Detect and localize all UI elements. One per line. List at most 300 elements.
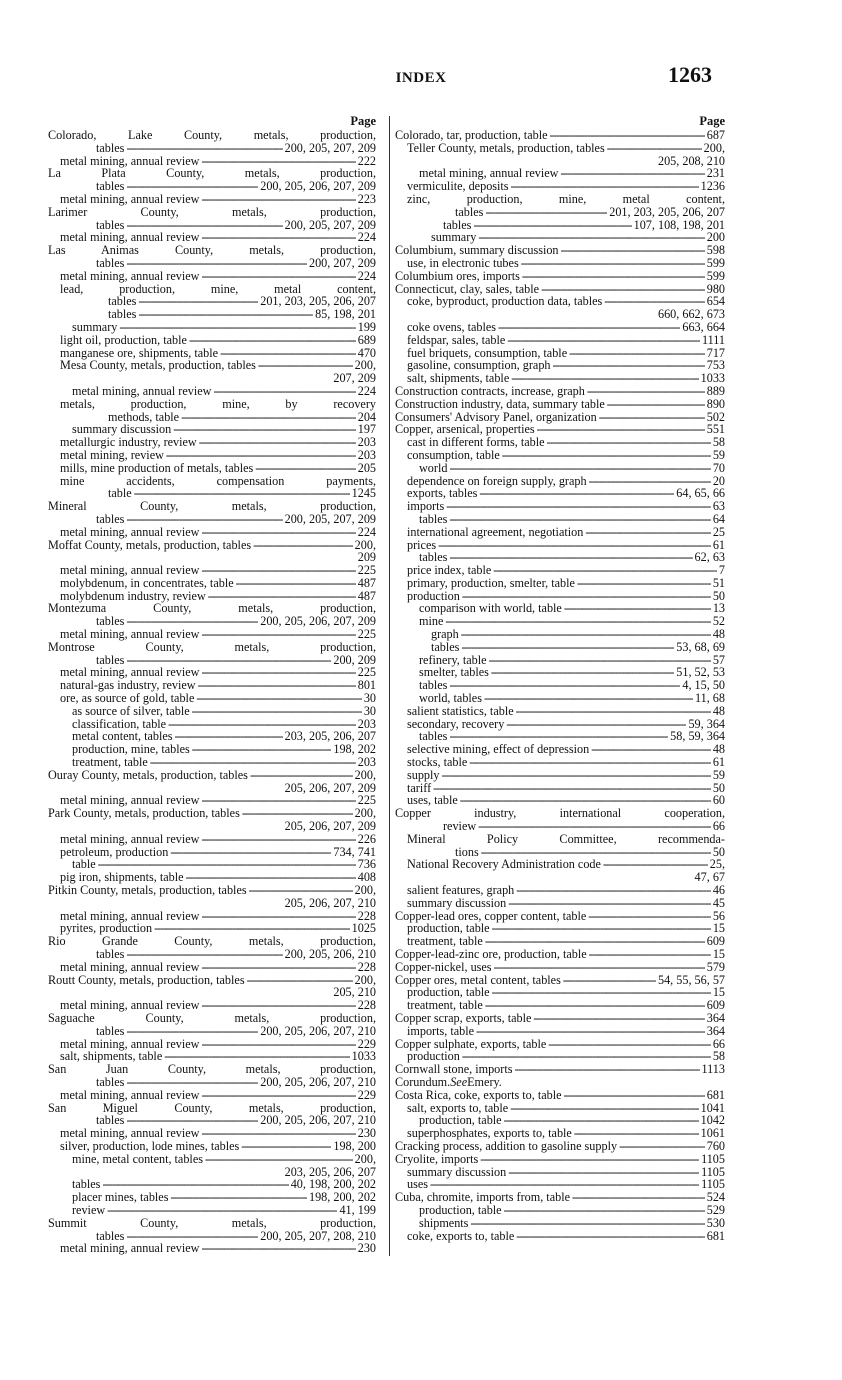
dot-leader xyxy=(560,167,704,180)
page-refs: 66 xyxy=(712,819,725,834)
index-line xyxy=(407,193,725,206)
page-refs: 198, 202 xyxy=(333,742,376,757)
index-line xyxy=(395,961,725,974)
entry-heading: metallurgic industry, review xyxy=(60,435,197,450)
page-refs: 203, 205, 206, 207 xyxy=(284,1164,376,1179)
entry-heading: imports, table xyxy=(407,1023,475,1038)
entry-heading: tables xyxy=(419,678,448,693)
index-line xyxy=(48,769,376,782)
entry-heading: Construction contracts, increase, graph xyxy=(395,383,585,398)
page-refs: 205, 210 xyxy=(333,985,376,1000)
entry-heading: as source of silver, table xyxy=(72,703,190,718)
index-entry xyxy=(395,334,725,347)
entry-heading: Mineral Policy Committee, recommenda- xyxy=(407,831,725,846)
index-entry xyxy=(48,129,376,155)
index-entry xyxy=(395,526,725,539)
entry-heading: Copper ores, metal content, tables xyxy=(395,972,561,987)
index-line xyxy=(60,628,376,641)
entry-heading: tariff xyxy=(407,780,432,795)
index-entry xyxy=(48,359,376,385)
entry-heading: tables xyxy=(96,511,125,526)
entry-heading: Montezuma County, metals, production, xyxy=(48,601,376,616)
page-refs: 551 xyxy=(706,422,725,437)
page-refs: 30 xyxy=(363,691,376,706)
entry-heading: mine xyxy=(419,614,444,629)
page-refs: 654 xyxy=(706,294,725,309)
page-refs: 62, 63 xyxy=(694,550,725,565)
entry-heading: Copper scrap, exports, table xyxy=(395,1010,532,1025)
entry-heading: Copper-nickel, uses xyxy=(395,959,492,974)
index-entry xyxy=(395,705,725,718)
index-entry xyxy=(48,602,376,628)
page-refs: 364 xyxy=(706,1010,725,1025)
dot-leader xyxy=(119,321,355,334)
entry-heading: summary xyxy=(431,230,477,245)
page-refs: 200, xyxy=(703,140,725,155)
index-entry xyxy=(395,1230,725,1243)
page-refs: 58 xyxy=(712,435,725,450)
index-line xyxy=(395,948,725,961)
page-refs: 57 xyxy=(712,652,725,667)
index-line xyxy=(48,513,376,526)
index-line xyxy=(395,1140,725,1153)
index-line xyxy=(395,270,725,283)
index-line xyxy=(431,628,725,641)
see-target: Emery. xyxy=(467,1074,502,1089)
page-refs: 203 xyxy=(357,716,376,731)
index-entry xyxy=(395,1012,725,1025)
page-refs: 46 xyxy=(712,883,725,898)
page-refs: 599 xyxy=(706,268,725,283)
entry-heading: Connecticut, clay, sales, table xyxy=(395,281,540,296)
index-entry xyxy=(48,705,376,718)
page-refs: 760 xyxy=(706,1138,725,1153)
page-refs: 1042 xyxy=(700,1113,725,1128)
entry-heading: imports xyxy=(407,499,445,514)
index-entry xyxy=(395,257,725,270)
entry-heading: Summit County, metals, production, xyxy=(48,1215,376,1230)
dot-leader xyxy=(250,769,353,782)
page-refs: 1033 xyxy=(700,371,725,386)
index-line xyxy=(419,615,725,628)
dot-leader xyxy=(196,692,361,705)
index-entry xyxy=(48,833,376,846)
entry-heading: Cuba, chromite, imports from, table xyxy=(395,1190,570,1205)
entry-heading: metal mining, annual review xyxy=(60,959,200,974)
entry-heading: metal mining, annual review xyxy=(60,998,200,1013)
page-refs: 890 xyxy=(706,396,725,411)
index-entry xyxy=(48,526,376,539)
page-refs: 203, 205, 206, 207 xyxy=(284,729,376,744)
index-line xyxy=(395,129,725,142)
dot-leader xyxy=(533,1012,704,1025)
entry-heading: secondary, recovery xyxy=(407,716,505,731)
entry-heading: Larimer County, metals, production, xyxy=(48,204,376,219)
dot-leader xyxy=(516,1230,704,1243)
entry-heading: review xyxy=(72,1202,106,1217)
index-entry xyxy=(48,449,376,462)
index-entry xyxy=(48,539,376,565)
dot-leader xyxy=(480,1153,699,1166)
index-line xyxy=(72,1191,376,1204)
page-refs: 205, 206, 207, 210 xyxy=(284,895,376,910)
index-line xyxy=(407,500,725,513)
page-refs: 687 xyxy=(706,128,725,142)
entry-heading: production, table xyxy=(419,1202,502,1217)
entry-heading: tables xyxy=(96,1023,125,1038)
index-line xyxy=(419,666,725,679)
dot-leader xyxy=(510,1102,698,1115)
page-refs: 1105 xyxy=(701,1177,725,1192)
dot-leader xyxy=(470,1217,704,1230)
page-refs: 226 xyxy=(357,831,376,846)
page-refs: 681 xyxy=(706,1087,725,1102)
dot-leader xyxy=(589,948,711,961)
page-refs: 530 xyxy=(706,1215,725,1230)
index-entry xyxy=(395,564,725,577)
entry-heading: pig iron, shipments, table xyxy=(60,870,184,885)
index-entry xyxy=(395,500,725,513)
dot-leader xyxy=(461,641,674,654)
index-entry xyxy=(48,961,376,974)
entry-heading: feldspar, sales, table xyxy=(407,332,506,347)
index-entry xyxy=(48,807,376,833)
page-refs: 207, 209 xyxy=(333,371,376,386)
page-refs: 203 xyxy=(357,435,376,450)
index-line xyxy=(395,1012,725,1025)
index-entry xyxy=(48,564,376,577)
dot-leader xyxy=(478,820,711,833)
page-refs: 230 xyxy=(357,1126,376,1141)
index-line xyxy=(60,1140,376,1153)
entry-heading: table xyxy=(108,486,132,501)
dot-leader xyxy=(506,718,686,731)
dot-leader xyxy=(433,782,711,795)
entry-heading: metal mining, annual review xyxy=(60,268,200,283)
entry-heading: Cryolite, imports xyxy=(395,1151,479,1166)
dot-leader xyxy=(607,142,702,155)
entry-heading: tables xyxy=(96,1228,125,1243)
dot-leader xyxy=(469,756,711,769)
index-entry xyxy=(48,1012,376,1038)
page-refs: 198, 200 xyxy=(333,1138,376,1153)
index-line xyxy=(407,257,725,270)
page-refs: 1061 xyxy=(700,1126,725,1141)
index-entry xyxy=(395,897,725,910)
entry-heading: superphosphates, exports to, table xyxy=(407,1126,572,1141)
index-entry xyxy=(48,641,376,667)
entry-heading: summary discussion xyxy=(407,1164,507,1179)
index-line xyxy=(60,334,376,347)
index-entry xyxy=(395,807,725,833)
entry-heading: La Plata County, metals, production, xyxy=(48,166,376,181)
entry-heading: metal mining, annual review xyxy=(60,153,200,168)
index-line xyxy=(60,564,376,577)
dot-leader xyxy=(201,270,355,283)
index-entry xyxy=(395,602,725,615)
entry-heading: prices xyxy=(407,537,437,552)
index-line xyxy=(407,1230,725,1243)
dot-leader xyxy=(442,769,711,782)
entry-heading: Copper-lead ores, copper content, table xyxy=(395,908,587,923)
entry-heading: price index, table xyxy=(407,563,492,578)
page-refs: 209 xyxy=(357,550,376,565)
index-entry xyxy=(395,385,725,398)
entry-heading: Copper sulphate, exports, table xyxy=(395,1036,547,1051)
entry-heading: coke ovens, tables xyxy=(407,319,497,334)
entry-heading: metals, production, mine, by recovery xyxy=(60,396,376,411)
entry-heading: world, tables xyxy=(419,691,482,706)
dot-leader xyxy=(507,334,700,347)
index-line xyxy=(72,385,376,398)
dot-leader xyxy=(181,411,356,424)
index-line xyxy=(60,692,376,705)
index-entry xyxy=(48,244,376,270)
dot-leader xyxy=(461,628,711,641)
index-entry xyxy=(395,1204,725,1217)
entry-heading: lead, production, mine, metal content, xyxy=(60,281,376,296)
page-refs: 200, 209 xyxy=(333,652,376,667)
index-line xyxy=(60,1089,376,1102)
index-line xyxy=(48,974,376,987)
entry-heading: San Juan County, metals, production, xyxy=(48,1062,376,1077)
page-refs: 224 xyxy=(357,524,376,539)
page-refs: 59 xyxy=(712,767,725,782)
index-line xyxy=(407,334,725,347)
index-line xyxy=(407,487,725,500)
index-line xyxy=(407,436,725,449)
entry-heading: uses xyxy=(407,1177,428,1192)
dot-leader xyxy=(445,615,710,628)
entry-heading: production, mine, tables xyxy=(72,742,190,757)
entry-heading: manganese ore, shipments, table xyxy=(60,345,219,360)
index-line xyxy=(48,1012,376,1025)
dot-leader xyxy=(449,462,710,475)
dot-leader xyxy=(126,513,282,526)
page-refs: 230 xyxy=(357,1241,376,1256)
page-refs: 408 xyxy=(357,870,376,885)
entry-heading: tables xyxy=(419,550,448,565)
index-entry xyxy=(48,283,376,321)
page-refs: 200, xyxy=(354,972,376,987)
entry-heading: classification, table xyxy=(72,716,167,731)
page-refs: 231 xyxy=(706,166,725,181)
page-refs: 598 xyxy=(706,243,725,258)
entry-heading: Cornwall stone, imports xyxy=(395,1062,513,1077)
page-refs: 48 xyxy=(712,627,725,642)
entry-heading: mills, mine production of metals, tables xyxy=(60,460,254,475)
entry-heading: Colorado, Lake County, metals, production, xyxy=(48,128,376,142)
entry-heading: Copper industry, international cooperation, xyxy=(395,806,725,821)
entry-heading: silver, production, lode mines, tables xyxy=(60,1138,240,1153)
dot-leader xyxy=(126,1076,258,1089)
dot-leader xyxy=(572,1191,705,1204)
dot-leader xyxy=(498,321,680,334)
page-refs: 470 xyxy=(357,345,376,360)
page-refs: 58 xyxy=(712,1049,725,1064)
page-refs: 200, xyxy=(354,358,376,373)
index-entry xyxy=(395,948,725,961)
index-line xyxy=(407,539,725,552)
index-entry xyxy=(48,462,376,475)
entry-heading: metal mining, review xyxy=(60,447,164,462)
index-line xyxy=(407,756,725,769)
index-line xyxy=(407,142,725,155)
index-line xyxy=(72,1204,376,1217)
dot-leader xyxy=(241,1140,331,1153)
index-entry xyxy=(48,385,376,398)
page-refs: 198, 200, 202 xyxy=(308,1190,376,1205)
page-refs: 48 xyxy=(712,742,725,757)
page-refs: 364 xyxy=(706,1023,725,1038)
page-number: 1263 xyxy=(668,62,712,87)
index-line xyxy=(60,526,376,539)
entry-heading: methods, table xyxy=(108,409,180,424)
page-refs: 54, 55, 56, 57 xyxy=(657,972,725,987)
dot-leader xyxy=(516,705,711,718)
dot-leader xyxy=(484,692,693,705)
dot-leader xyxy=(199,436,356,449)
entry-heading: dependence on foreign supply, graph xyxy=(407,473,587,488)
page-column-label: Page xyxy=(350,114,376,128)
index-entry xyxy=(48,1204,376,1217)
entry-heading: Colorado, tar, production, table xyxy=(395,128,548,142)
page-refs: 224 xyxy=(357,230,376,245)
index-column-right xyxy=(395,114,725,1242)
entry-heading: production xyxy=(407,1049,460,1064)
dot-leader xyxy=(198,679,356,692)
page-refs: 85, 198, 201 xyxy=(315,307,376,322)
index-line xyxy=(407,833,725,846)
page-refs: 61 xyxy=(712,537,725,552)
page-refs: 63 xyxy=(712,499,725,514)
dot-leader xyxy=(438,539,711,552)
page-refs: 200, 205, 206, 207, 210 xyxy=(260,1074,376,1089)
entry-heading: Las Animas County, metals, production, xyxy=(48,243,376,258)
page-refs: 801 xyxy=(357,678,376,693)
page-refs: 197 xyxy=(357,422,376,437)
dot-leader xyxy=(192,705,362,718)
index-line xyxy=(407,897,725,910)
dot-leader xyxy=(138,295,258,308)
index-line xyxy=(407,858,725,871)
index-entry xyxy=(395,449,725,462)
entry-heading: metal mining, annual review xyxy=(60,831,200,846)
entry-heading: metal mining, annual review xyxy=(60,1087,200,1102)
index-entry xyxy=(48,1153,376,1191)
index-line xyxy=(407,526,725,539)
index-line xyxy=(60,449,376,462)
page-refs: 25, xyxy=(709,857,725,872)
index-line xyxy=(72,321,376,334)
entry-heading: metal mining, annual review xyxy=(60,1241,200,1256)
dot-leader xyxy=(577,577,711,590)
dot-leader xyxy=(547,436,711,449)
entry-heading: international agreement, negotiation xyxy=(407,524,584,539)
index-entry xyxy=(48,500,376,526)
dot-leader xyxy=(564,602,711,615)
entry-heading: ore, as source of gold, table xyxy=(60,691,195,706)
index-line xyxy=(407,577,725,590)
page-refs: 51 xyxy=(712,575,725,590)
page-refs: 50 xyxy=(712,588,725,603)
index-entry xyxy=(48,974,376,1000)
page-refs: 40, 198, 200, 202 xyxy=(290,1177,376,1192)
index-line xyxy=(48,142,376,155)
entry-heading: molybdenum industry, review xyxy=(60,588,206,603)
page-refs: 889 xyxy=(706,383,725,398)
page-refs: 204 xyxy=(357,409,376,424)
page-refs: 736 xyxy=(357,857,376,872)
index-line xyxy=(48,1025,376,1038)
entry-heading: Moffat County, metals, production, tables xyxy=(48,537,252,552)
dot-leader xyxy=(548,1038,711,1051)
dot-leader xyxy=(522,270,705,283)
entry-heading: tables xyxy=(96,255,125,270)
index-entry xyxy=(395,270,725,283)
index-entry xyxy=(395,1076,725,1089)
entry-heading: tables xyxy=(96,140,125,155)
dot-leader xyxy=(607,398,705,411)
entry-heading: tables xyxy=(455,204,484,219)
entry-heading: natural-gas industry, review xyxy=(60,678,196,693)
entry-heading: San Miguel County, metals, production, xyxy=(48,1100,376,1115)
dot-leader xyxy=(591,743,711,756)
index-entry xyxy=(395,129,725,142)
entry-heading: Rio Grande County, metals, production, xyxy=(48,934,376,949)
index-entry xyxy=(48,1140,376,1153)
entry-heading: mine, metal content, tables xyxy=(72,1151,203,1166)
index-line xyxy=(48,206,376,219)
entry-heading: pyrites, production xyxy=(60,921,153,936)
index-line xyxy=(60,577,376,590)
page-refs: 4, 15, 50 xyxy=(682,678,725,693)
entry-heading: metal mining, annual review xyxy=(60,1036,200,1051)
index-entry xyxy=(48,1217,376,1243)
dot-leader xyxy=(502,449,711,462)
index-entry xyxy=(395,193,725,231)
dot-leader xyxy=(189,334,356,347)
page-refs: 229 xyxy=(357,1087,376,1102)
page-refs: 1113 xyxy=(701,1062,725,1077)
index-entry xyxy=(395,487,725,500)
index-line xyxy=(60,833,376,846)
page-refs: 1111 xyxy=(701,332,725,347)
index-entry xyxy=(48,193,376,206)
index-entry xyxy=(395,1025,725,1038)
entry-heading: tables xyxy=(96,1113,125,1128)
index-line xyxy=(407,564,725,577)
index-entry xyxy=(395,1166,725,1179)
entry-heading: metal content, tables xyxy=(72,729,173,744)
dot-leader xyxy=(166,449,356,462)
page-refs: 15 xyxy=(712,985,725,1000)
page-refs: 203 xyxy=(357,755,376,770)
page-refs: 200, 205, 207, 209 xyxy=(284,511,376,526)
entry-heading: production, table xyxy=(407,985,490,1000)
dot-leader xyxy=(201,910,355,923)
dot-leader xyxy=(550,129,705,142)
index-entry xyxy=(395,961,725,974)
index-entry xyxy=(395,641,725,654)
entry-heading: metal mining, annual review xyxy=(60,1126,200,1141)
index-line xyxy=(419,513,725,526)
page-refs: 663, 664 xyxy=(682,319,725,334)
index-entry xyxy=(48,270,376,283)
index-line xyxy=(419,462,725,475)
page-refs: 52 xyxy=(712,614,725,629)
page-refs: 200, xyxy=(354,806,376,821)
